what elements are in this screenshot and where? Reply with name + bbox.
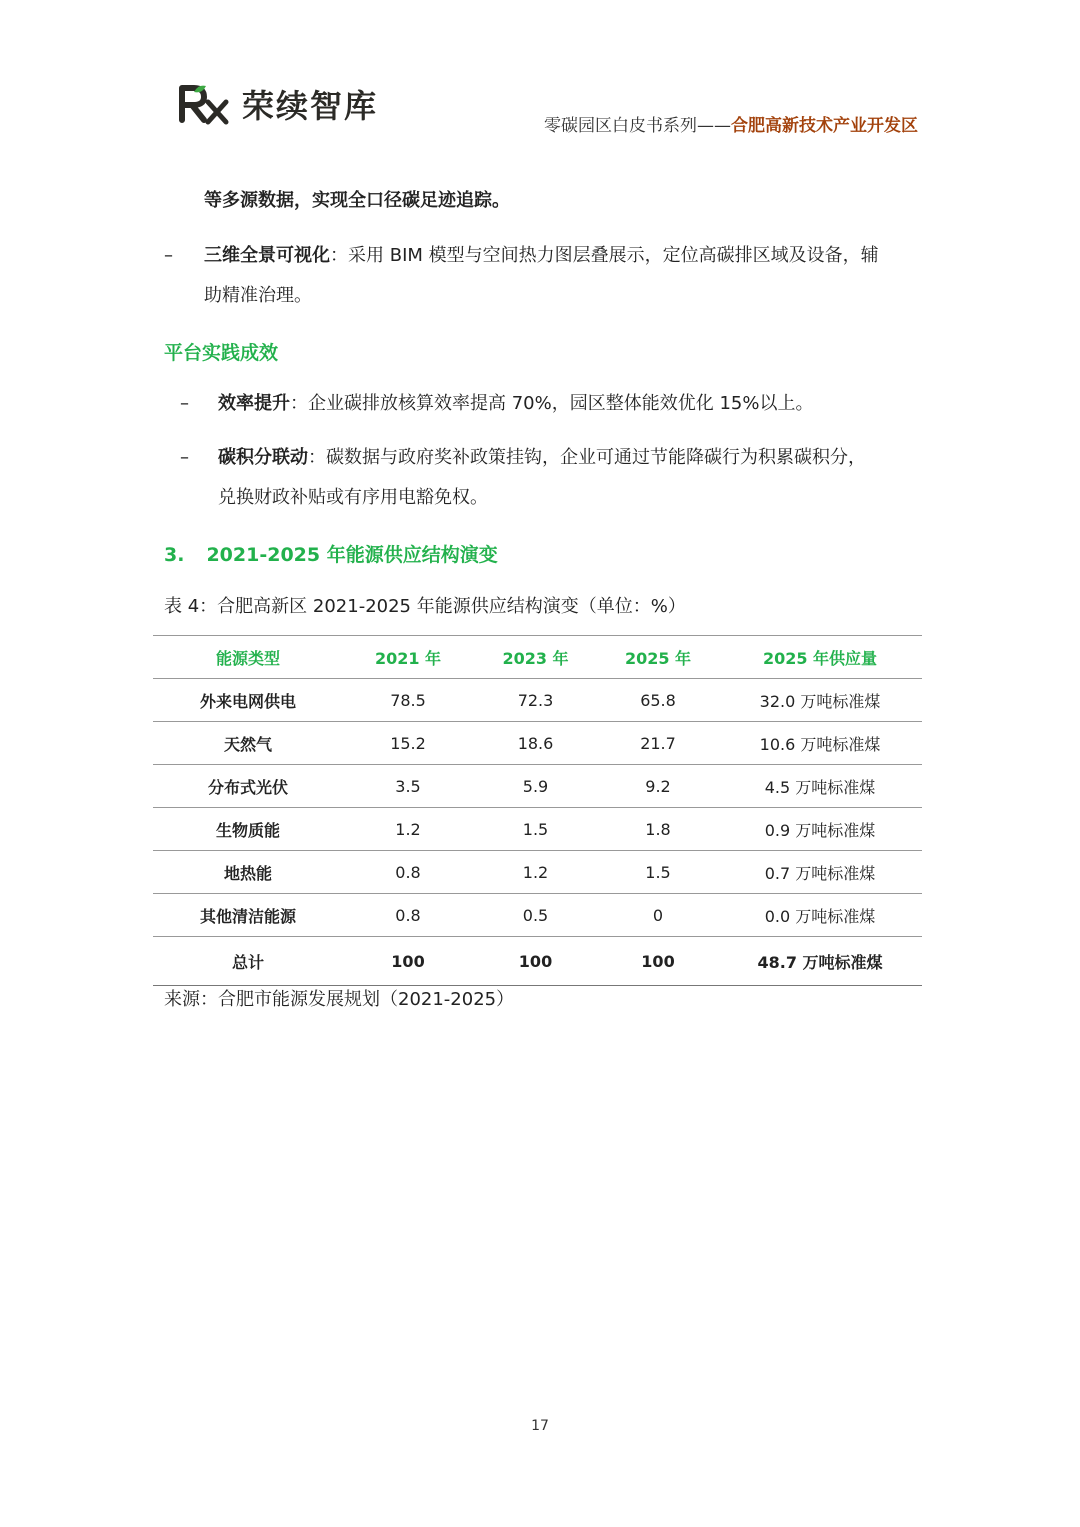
- column-header: 2025 年: [598, 636, 718, 679]
- table-cell: 0.5: [473, 894, 598, 937]
- table-cell: 0.9 万吨标准煤: [718, 808, 922, 851]
- page-number: 17: [531, 1418, 549, 1434]
- table-cell: 地热能: [153, 851, 343, 894]
- energy-supply-table: [153, 635, 922, 986]
- table-cell: 0.8: [343, 894, 473, 937]
- table-cell: 48.7 万吨标准煤: [718, 937, 922, 986]
- logo-text: 荣续智库: [242, 87, 379, 125]
- bullet-text-cont: 兑换财政补贴或有序用电豁免权。: [218, 487, 488, 508]
- brand-logo: [178, 82, 378, 126]
- table-cell: 生物质能: [153, 808, 343, 851]
- table-cell: 100: [343, 937, 473, 986]
- table-cell: 1.2: [473, 851, 598, 894]
- bullet-label: 碳积分联动: [218, 447, 308, 468]
- table-header-row: [153, 636, 922, 679]
- table-cell: 32.0 万吨标准煤: [718, 679, 922, 722]
- table-cell: 72.3: [473, 679, 598, 722]
- table-row: [153, 808, 922, 851]
- table-row: [153, 894, 922, 937]
- series-highlight: 合肥高新技术产业开发区: [731, 116, 918, 136]
- running-header: [544, 111, 918, 136]
- table-cell: 100: [598, 937, 718, 986]
- continued-paragraph: 等多源数据，实现全口径碳足迹追踪。: [204, 190, 510, 211]
- table-cell: 分布式光伏: [153, 765, 343, 808]
- table-cell: 21.7: [598, 722, 718, 765]
- table-total-row: [153, 937, 922, 986]
- series-title: 零碳园区白皮书系列——: [544, 116, 731, 136]
- table-row: [153, 765, 922, 808]
- bullet-text-cont: 助精准治理。: [204, 285, 312, 306]
- table-caption: 表 4：合肥高新区 2021-2025 年能源供应结构演变（单位：%）: [164, 596, 686, 617]
- column-header: 能源类型: [153, 636, 343, 679]
- table-cell: 0: [598, 894, 718, 937]
- bullet-dash: –: [180, 393, 189, 414]
- section-heading: 平台实践成效: [164, 342, 279, 364]
- table-cell: 0.7 万吨标准煤: [718, 851, 922, 894]
- table-row: [153, 851, 922, 894]
- table-cell: 15.2: [343, 722, 473, 765]
- table-cell: 3.5: [343, 765, 473, 808]
- table-cell: 5.9: [473, 765, 598, 808]
- table-cell: 总计: [153, 937, 343, 986]
- heading-number: 3.: [164, 544, 185, 566]
- table-cell: 1.8: [598, 808, 718, 851]
- column-header: 2025 年供应量: [718, 636, 922, 679]
- column-header: 2021 年: [343, 636, 473, 679]
- table-cell: 100: [473, 937, 598, 986]
- table-cell: 0.8: [343, 851, 473, 894]
- bullet-3d-visualization: [204, 236, 879, 276]
- bullet-label: 效率提升: [218, 393, 290, 414]
- numbered-heading: [164, 540, 498, 567]
- table-cell: 外来电网供电: [153, 679, 343, 722]
- bullet-text: ：采用 BIM 模型与空间热力图层叠展示，定位高碳排区域及设备，辅: [330, 245, 879, 266]
- column-header: 2023 年: [473, 636, 598, 679]
- heading-text: 2021-2025 年能源供应结构演变: [206, 544, 498, 566]
- bullet-dash: –: [180, 447, 189, 468]
- table-row: [153, 722, 922, 765]
- table-cell: 10.6 万吨标准煤: [718, 722, 922, 765]
- bullet-label: 三维全景可视化: [204, 245, 330, 266]
- table-cell: 1.5: [598, 851, 718, 894]
- table-cell: 其他清洁能源: [153, 894, 343, 937]
- table-row: [153, 679, 922, 722]
- bullet-efficiency: [218, 384, 813, 424]
- table-cell: 0.0 万吨标准煤: [718, 894, 922, 937]
- bullet-dash: –: [164, 245, 173, 266]
- bullet-text: ：企业碳排放核算效率提高 70%，园区整体能效优化 15%以上。: [290, 393, 814, 414]
- table-cell: 65.8: [598, 679, 718, 722]
- bullet-text: ：碳数据与政府奖补政策挂钩，企业可通过节能降碳行为积累碳积分，: [308, 447, 866, 468]
- table-cell: 天然气: [153, 722, 343, 765]
- table-cell: 1.5: [473, 808, 598, 851]
- table-cell: 9.2: [598, 765, 718, 808]
- table-cell: 1.2: [343, 808, 473, 851]
- table-source: 来源：合肥市能源发展规划（2021-2025）: [164, 989, 515, 1010]
- table-cell: 78.5: [343, 679, 473, 722]
- table-cell: 4.5 万吨标准煤: [718, 765, 922, 808]
- table-cell: 18.6: [473, 722, 598, 765]
- bullet-carbon-credit: [218, 438, 866, 478]
- rx-logo-icon: [178, 82, 234, 126]
